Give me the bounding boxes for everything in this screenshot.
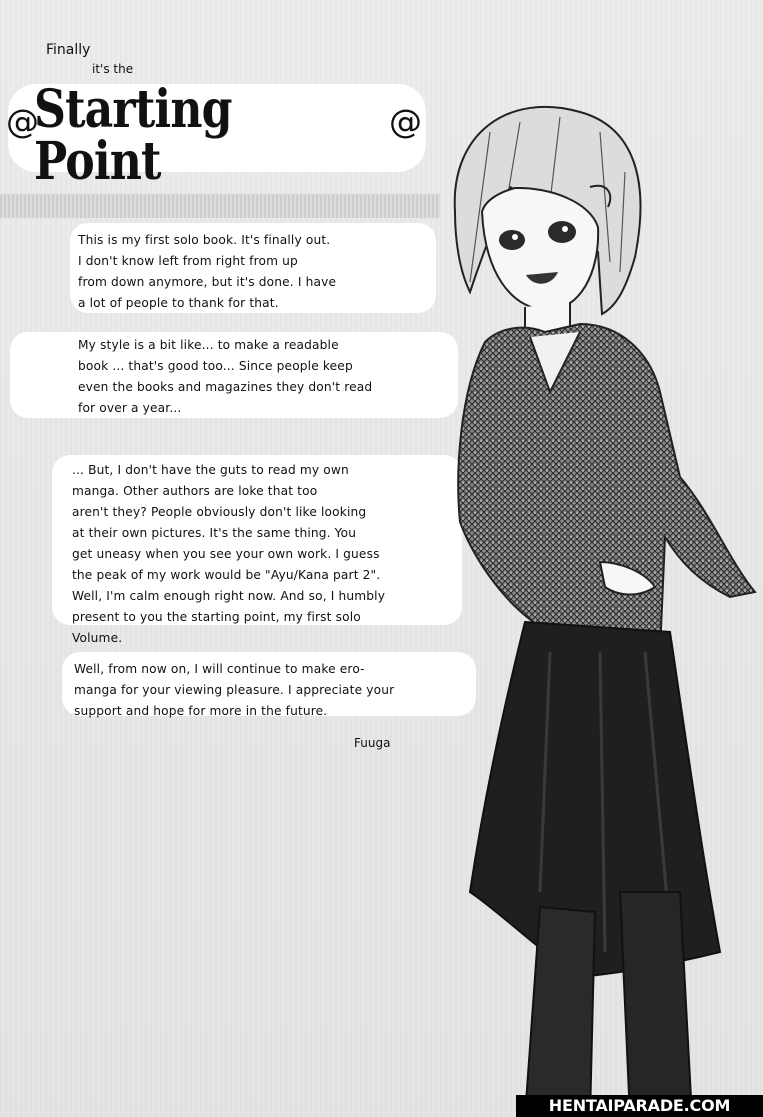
intro-finally: Finally (46, 42, 91, 58)
intro-its-the: it's the (92, 62, 134, 76)
character-illustration (430, 92, 763, 1117)
decorative-band (0, 194, 440, 218)
right-swirl-icon: @ (389, 102, 422, 141)
watermark-banner: HENTAIPARADE.COM (516, 1095, 763, 1117)
page-title: Starting Point (34, 79, 232, 192)
left-swirl-icon: @ (6, 102, 39, 141)
paragraph-4: Well, from now on, I will continue to make ero- manga for your viewing pleasure. I appreciate your support and hope for more in the future. (74, 662, 395, 718)
paragraph-1: This is my first solo book. It's finally out. I don't know left from right from up from down anymore, but it's done. I have a lot of people to thank for that. (78, 233, 337, 310)
paragraph-3: ... But, I don't have the guts to read my own manga. Other authors are loke that too aren't they? People obviously don't like looking at their own pictures. It's the same thing. You get uneasy when you see your own work. I guess the peak of my work would be "Ayu/Kana part 2". Well, I'm calm enough right now. And so, I humbly present to you the starting point, my first solo Volume. (72, 463, 386, 645)
paragraph-2: My style is a bit like... to make a readable book ... that's good too... Since people keep even the books and magazines they don't read for over a year... (78, 338, 373, 415)
author-signature: Fuuga (354, 736, 391, 750)
